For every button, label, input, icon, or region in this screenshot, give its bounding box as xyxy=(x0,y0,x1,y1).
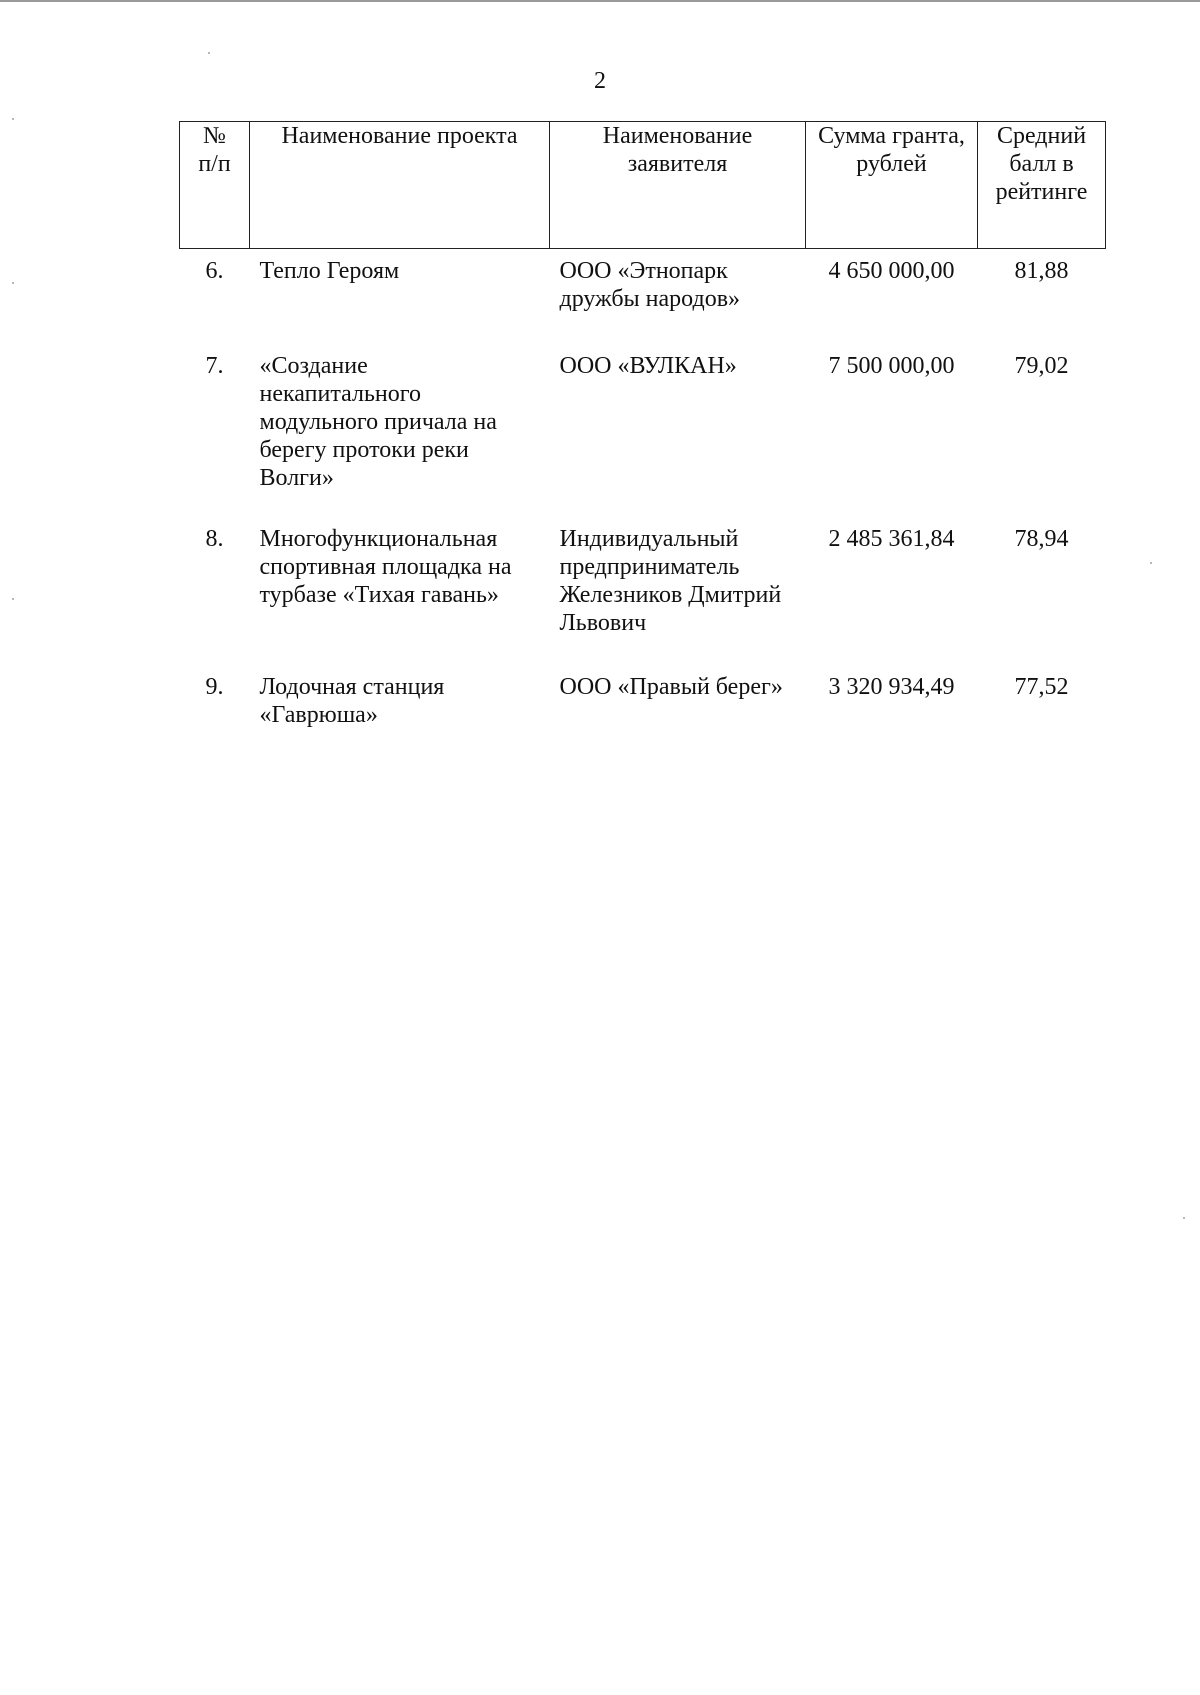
table-row xyxy=(180,249,1106,345)
row-score xyxy=(978,665,1106,733)
row-project xyxy=(250,249,550,345)
header-num-text: № п/п xyxy=(198,123,231,177)
table-body xyxy=(180,249,1106,734)
row-project-text: Многофункциональная спортивная площадка на турбазе «Тихая гавань» xyxy=(259,526,512,608)
row-applicant xyxy=(550,517,806,665)
scan-speck xyxy=(12,282,14,284)
row-sum-text: 3 320 934,49 xyxy=(828,674,955,700)
row-sum-text: 2 485 361,84 xyxy=(828,526,955,552)
row-num xyxy=(180,665,250,733)
row-project-text: «Создание некапитального модульного причала на берегу протоки реки Волги» xyxy=(259,353,497,491)
scan-speck xyxy=(1150,562,1152,564)
row-num-text: 7. xyxy=(205,353,224,379)
row-num-text: 9. xyxy=(205,674,224,700)
header-score xyxy=(978,122,1106,249)
scan-speck xyxy=(1183,1217,1185,1219)
header-sum xyxy=(806,122,978,249)
row-score-text: 78,94 xyxy=(1014,526,1069,552)
row-score-text: 79,02 xyxy=(1014,353,1069,379)
page-top-edge xyxy=(0,0,1200,2)
row-num xyxy=(180,517,250,665)
row-sum xyxy=(806,249,978,345)
row-project xyxy=(250,665,550,733)
header-num xyxy=(180,122,250,249)
row-score-text: 81,88 xyxy=(1014,258,1069,284)
row-applicant xyxy=(550,665,806,733)
row-project-text: Тепло Героям xyxy=(259,258,400,284)
header-applicant xyxy=(550,122,806,249)
table-row xyxy=(180,665,1106,733)
row-score xyxy=(978,517,1106,665)
row-project xyxy=(250,344,550,517)
header-project-text: Наименование проекта xyxy=(281,123,518,149)
row-applicant xyxy=(550,249,806,345)
row-sum xyxy=(806,517,978,665)
row-score xyxy=(978,344,1106,517)
row-num-text: 6. xyxy=(205,258,224,284)
row-sum-text: 7 500 000,00 xyxy=(828,353,955,379)
row-num xyxy=(180,344,250,517)
row-score-text: 77,52 xyxy=(1014,674,1069,700)
header-row xyxy=(180,122,1106,249)
grant-table xyxy=(179,121,1106,733)
row-project-text: Лодочная станция «Гаврюша» xyxy=(259,674,445,728)
row-applicant xyxy=(550,344,806,517)
header-applicant-text: Наименование заявителя xyxy=(602,123,753,177)
row-applicant-text: ООО «ВУЛКАН» xyxy=(559,353,737,379)
row-applicant-text: Индивидуальный предприниматель Железников Дмитрий Львович xyxy=(559,526,782,636)
table-header xyxy=(180,122,1106,249)
scan-speck xyxy=(12,118,14,120)
page-number: 2 xyxy=(594,68,606,94)
scan-speck xyxy=(12,598,14,600)
row-score xyxy=(978,249,1106,345)
row-applicant-text: ООО «Этнопарк дружбы народов» xyxy=(559,258,741,312)
header-score-text: Средний балл в рейтинге xyxy=(995,123,1088,205)
header-project xyxy=(250,122,550,249)
header-sum-text: Сумма гранта, рублей xyxy=(818,123,965,177)
table-row xyxy=(180,344,1106,517)
row-sum xyxy=(806,665,978,733)
scan-speck xyxy=(208,52,210,54)
table-row xyxy=(180,517,1106,665)
row-applicant-text: ООО «Правый берег» xyxy=(559,674,783,700)
row-num xyxy=(180,249,250,345)
row-num-text: 8. xyxy=(205,526,224,552)
row-project xyxy=(250,517,550,665)
row-sum xyxy=(806,344,978,517)
row-sum-text: 4 650 000,00 xyxy=(828,258,955,284)
